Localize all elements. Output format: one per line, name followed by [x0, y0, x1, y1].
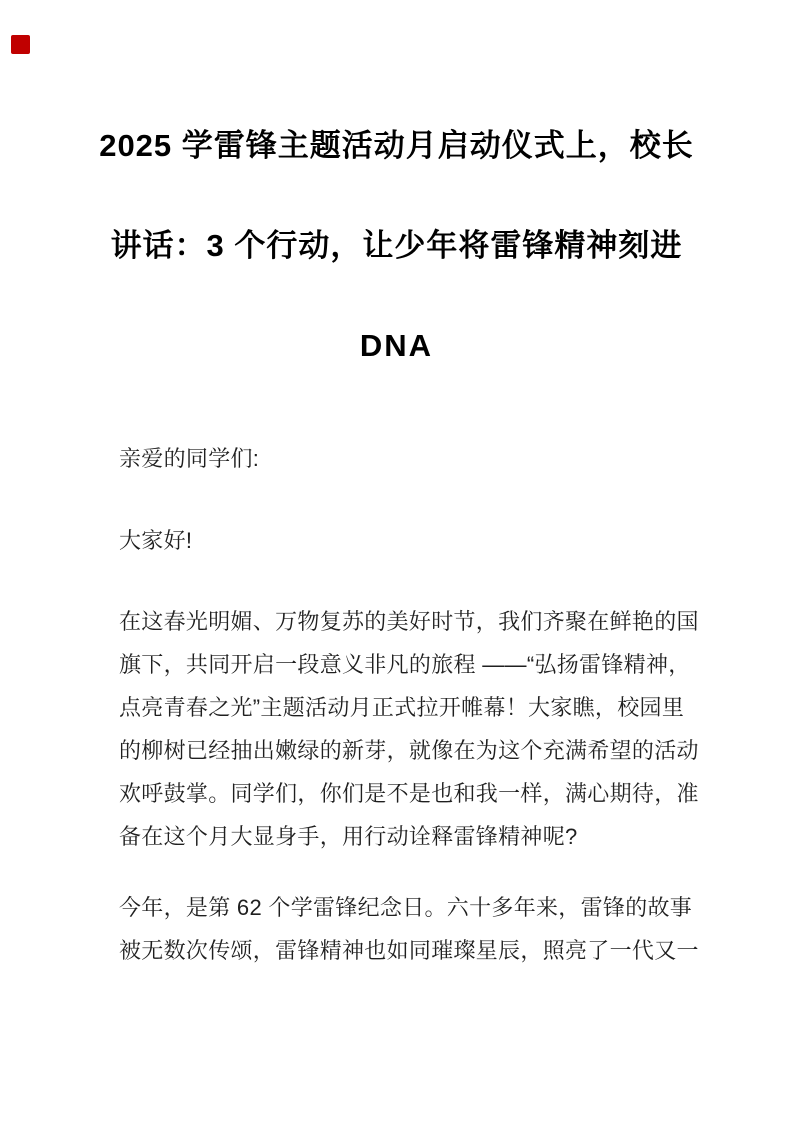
paragraph2-line: 今年，是第 62 个学雷锋纪念日。六十多年来，雷锋的故事: [119, 895, 693, 920]
document-title-line-2: 讲话：3 个行动，让少年将雷锋精神刻进: [110, 228, 683, 263]
paragraph1-line: 备在这个月大显身手，用行动诠释雷锋精神呢?: [119, 824, 578, 849]
paragraph1-line: 欢呼鼓掌。同学们，你们是不是也和我一样，满心期待，准: [119, 781, 699, 806]
paragraph1-line: 在这春光明媚、万物复苏的美好时节，我们齐聚在鲜艳的国: [119, 609, 699, 634]
paragraph2-line: 被无数次传颂，雷锋精神也如同璀璨星辰，照亮了一代又一: [119, 938, 699, 963]
salutation-line: 亲爱的同学们:: [119, 446, 260, 471]
greeting-line: 大家好!: [119, 528, 193, 553]
document-title-line-3: DNA: [359, 328, 434, 363]
paragraph1-line: 点亮青春之光”主题活动月正式拉开帷幕！大家瞧，校园里: [119, 695, 685, 720]
red-square-marker: [11, 35, 30, 54]
paragraph1-line: 旗下，共同开启一段意义非凡的旅程 ——“弘扬雷锋精神，: [119, 652, 691, 677]
document-title-line-1: 2025 学雷锋主题活动月启动仪式上，校长: [99, 128, 694, 163]
paragraph1-line: 的柳树已经抽出嫩绿的新芽，就像在为这个充满希望的活动: [119, 738, 699, 763]
